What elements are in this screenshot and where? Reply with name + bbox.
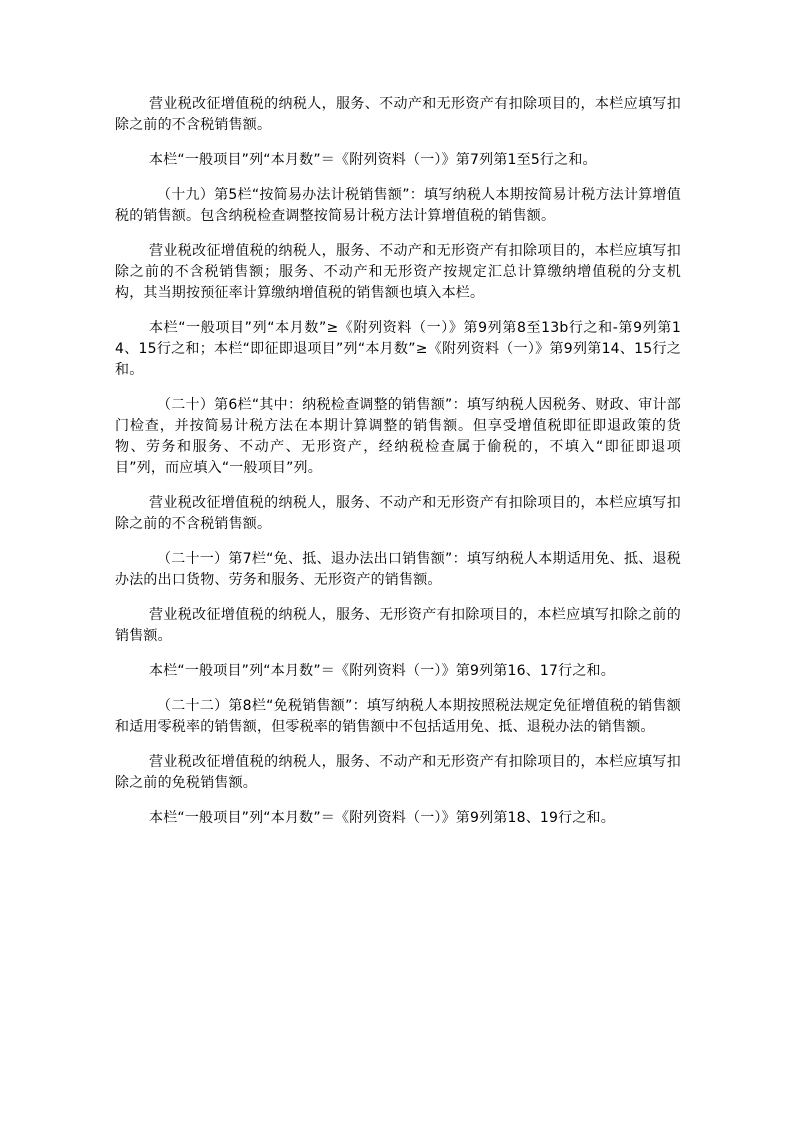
paragraph: 本栏“一般项目”列“本月数”＝《附列资料（一）》第9列第16、17行之和。 (149, 663, 615, 679)
section-heading-paragraph: （十九）第5栏“按简易办法计税销售额”：填写纳税人本期按简易计税方法计算增值税的销售额。包含纳税检查调整按简易计税方法计算增值税的销售额。 (115, 187, 681, 224)
paragraph: 本栏“一般项目”列“本月数”＝《附列资料（一）》第9列第18、19行之和。 (149, 810, 615, 826)
document-body (115, 94, 681, 843)
paragraph: 营业税改征增值税的纳税人，服务、不动产和无形资产有扣除项目的，本栏应填写扣除之前的不含税销售额。 (115, 96, 681, 133)
section-heading-paragraph: （二十一）第7栏“免、抵、退办法出口销售额”：填写纳税人本期适用免、抵、退税办法的出口货物、劳务和服务、无形资产的销售额。 (115, 551, 681, 588)
paragraph: 本栏“一般项目”列“本月数”＝《附列资料（一）》第7列第1至5行之和。 (149, 152, 597, 168)
paragraph: 营业税改征增值税的纳税人，服务、不动产和无形资产有扣除项目的，本栏应填写扣除之前的不含税销售额。 (115, 495, 681, 532)
section-heading-paragraph: （二十）第6栏“其中：纳税检查调整的销售额”：填写纳税人因税务、财政、审计部门检查，并按简易计税方法在本期计算调整的销售额。但享受增值税即征即退政策的货物、劳务和服务、不动产、无形资产，经纳税检查属于偷税的，不填入“即征即退项目”列，而应填入“一般项目”列。 (115, 397, 681, 476)
section-heading-paragraph: （二十二）第8栏“免税销售额”：填写纳税人本期按照税法规定免征增值税的销售额和适用零税率的销售额，但零税率的销售额中不包括适用免、抵、退税办法的销售额。 (115, 698, 681, 735)
paragraph: 营业税改征增值税的纳税人，服务、不动产和无形资产有扣除项目的，本栏应填写扣除之前的免税销售额。 (115, 754, 681, 791)
paragraph: 本栏“一般项目”列“本月数”≥《附列资料（一）》第9列第8至13b行之和-第9列第14、15行之和；本栏“即征即退项目”列“本月数”≥《附列资料（一）》第9列第14、15行之和。 (115, 320, 681, 378)
paragraph: 营业税改征增值税的纳税人，服务、不动产和无形资产有扣除项目的，本栏应填写扣除之前的不含税销售额；服务、不动产和无形资产按规定汇总计算缴纳增值税的分支机构，其当期按预征率计算缴纳增值税的销售额也填入本栏。 (115, 243, 681, 301)
paragraph: 营业税改征增值税的纳税人，服务、无形资产有扣除项目的，本栏应填写扣除之前的销售额。 (115, 607, 681, 644)
